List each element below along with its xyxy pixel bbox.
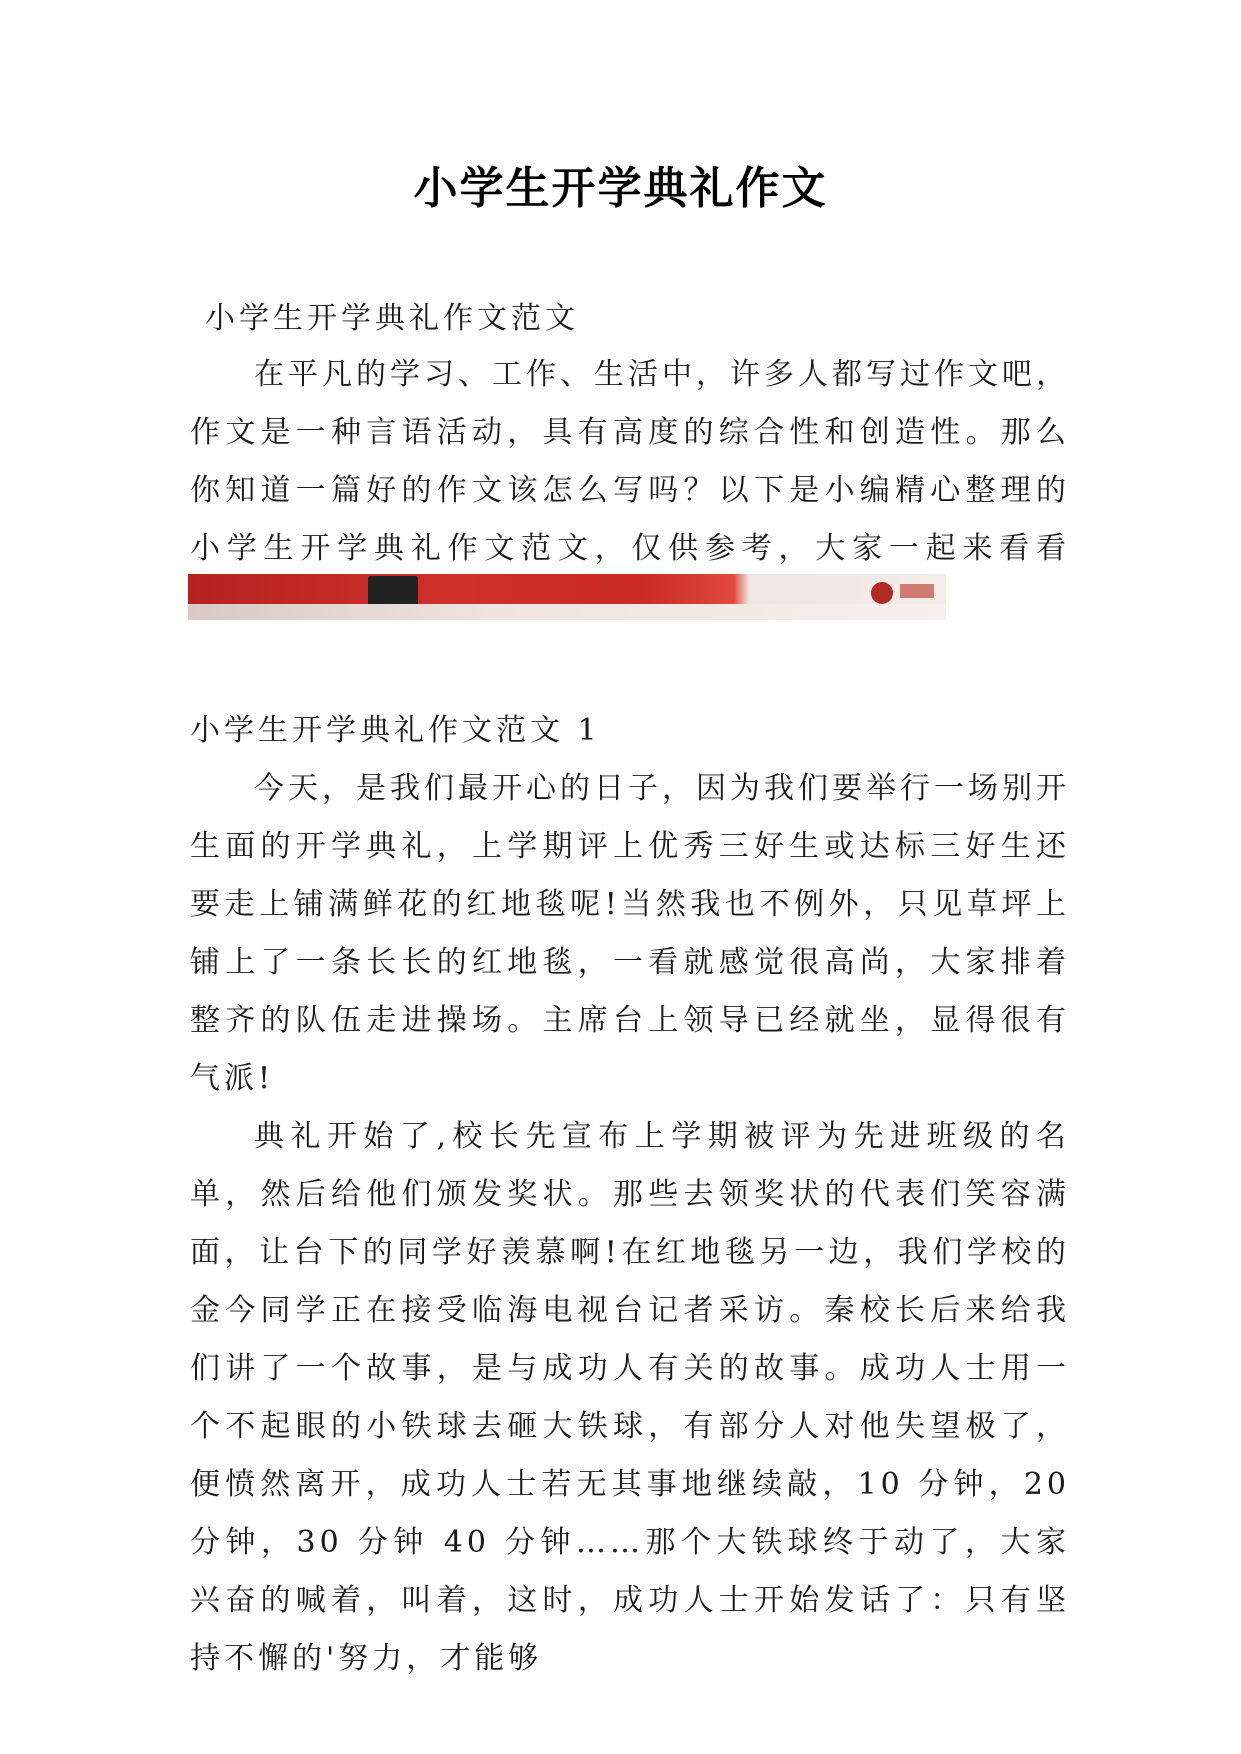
section-body xyxy=(190,760,1070,1688)
document-subtitle: 小学生开学典礼作文范文 xyxy=(205,301,579,336)
banner-seal-icon xyxy=(871,582,893,604)
ceremony-banner-image xyxy=(188,574,946,620)
body-paragraph: 典礼开始了,校长先宣布上学期被评为先进班级的名单，然后给他们颁发奖状。那些去领奖状的代表们笑容满面，让台下的同学好羡慕啊!在红地毯另一边，我们学校的金今同学正在接受临海电视台记者采访。秦校长后来给我们讲了一个故事，是与成功人有关的故事。成功人士用一个不起眼的小铁球去砸大铁球，有部分人对他失望极了，便愤然离开，成功人士若无其事地继续敲，10 分钟，20 分钟，30 分钟 40 分钟……那个大铁球终于动了，大家兴奋的喊着，叫着，这时，成功人士开始发话了：只有坚持不懈的'努力，才能够 xyxy=(190,1119,1070,1676)
banner-text-strip xyxy=(188,604,946,620)
body-paragraph: 今天，是我们最开心的日子，因为我们要举行一场别开生面的开学典礼，上学期评上优秀三好生或达标三好生还要走上铺满鲜花的红地毯呢!当然我也不例外，只见草坪上铺上了一条长长的红地毯，一看就感觉很高尚，大家排着整齐的队伍走进操场。主席台上领导已经就坐，显得很有气派! xyxy=(190,771,1070,1096)
banner-logo-icon xyxy=(900,584,934,598)
document-title: 小学生开学典礼作文 xyxy=(413,163,828,214)
banner-dark-object xyxy=(368,576,418,606)
section-heading: 小学生开学典礼作文范文 1 xyxy=(190,713,601,748)
intro-paragraph: 在平凡的学习、工作、生活中，许多人都写过作文吧，作文是一种言语活动，具有高度的综合性和创造性。那么你知道一篇好的作文该怎么写吗？以下是小编精心整理的小学生开学典礼作文范文，仅供参考，大家一起来看看 xyxy=(190,357,1070,566)
